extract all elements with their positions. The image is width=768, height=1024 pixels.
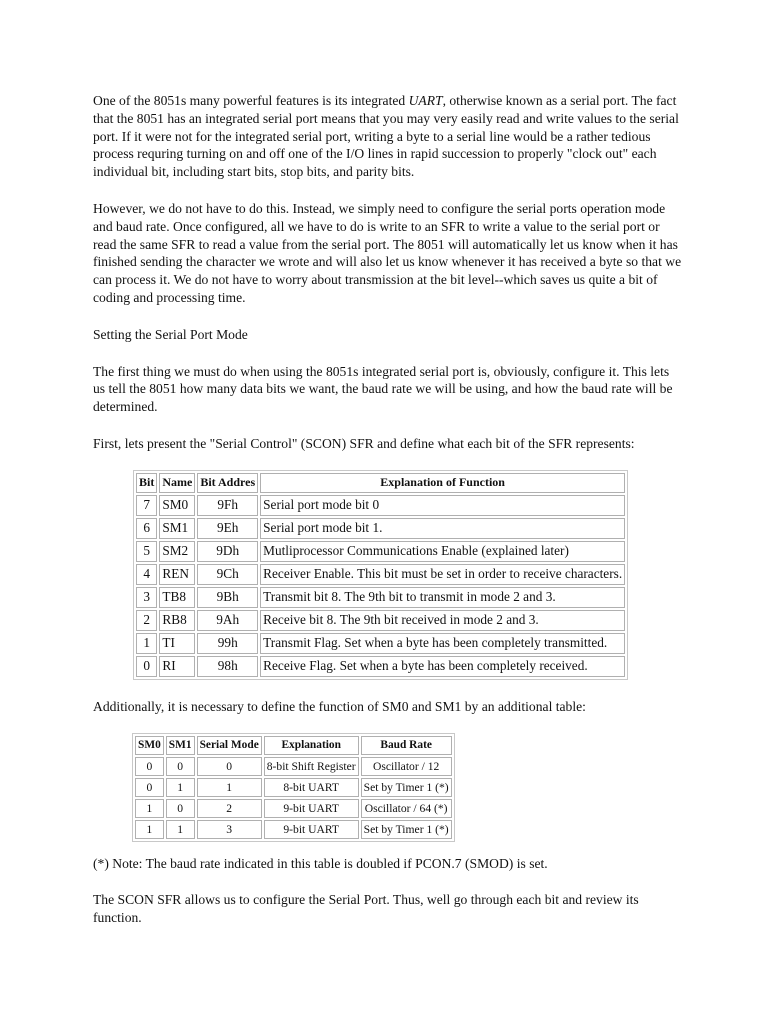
scon-cell-name: RI	[159, 656, 195, 677]
configuration-paragraph: However, we do not have to do this. Instead, we simply need to configure the serial ports operation mode and baud rate. Once configured, all we have to do is write to an SFR to write a value to the serial port or read the same SFR to read a value from the serial port. The 8051 will automatically let us know when it has finished sending the character we wrote and will also let us know whenever it has received a byte so that we can process it. We do not have to worry about transmission at the bit level--which saves us quite a bit of coding and processing time.	[93, 200, 682, 305]
mode-cell-sm0: 0	[135, 778, 164, 797]
scon-cell-bit: 7	[136, 495, 157, 516]
mode-cell-baud-rate: Oscillator / 64 (*)	[361, 799, 452, 818]
mode-header-baud-rate: Baud Rate	[361, 736, 452, 755]
mode-cell-sm1: 0	[166, 757, 195, 776]
scon-header-name: Name	[159, 473, 195, 493]
mode-header-sm0: SM0	[135, 736, 164, 755]
scon-cell-explanation: Receiver Enable. This bit must be set in order to receive characters.	[260, 564, 625, 585]
scon-cell-explanation: Receive Flag. Set when a byte has been completely received.	[260, 656, 625, 677]
scon-cell-explanation: Transmit bit 8. The 9th bit to transmit in mode 2 and 3.	[260, 587, 625, 608]
scon-table-row	[136, 587, 625, 608]
scon-cell-address: 98h	[197, 656, 258, 677]
configure-paragraph: The first thing we must do when using the 8051s integrated serial port is, obviously, configure it. This lets us tell the 8051 how many data bits we want, the baud rate we will be using, and how the baud rate will be determined.	[93, 363, 673, 415]
mode-cell-serial-mode: 1	[197, 778, 262, 797]
scon-cell-address: 9Ah	[197, 610, 258, 631]
scon-header-row	[136, 473, 625, 493]
scon-table-row	[136, 656, 625, 677]
scon-cell-address: 9Dh	[197, 541, 258, 562]
mode-cell-sm0: 1	[135, 799, 164, 818]
scon-cell-address: 99h	[197, 633, 258, 654]
mode-table-body	[135, 757, 452, 839]
mode-table-row	[135, 820, 452, 839]
scon-table-row	[136, 610, 625, 631]
scon-header-address: Bit Addres	[197, 473, 258, 493]
scon-cell-bit: 4	[136, 564, 157, 585]
mode-header-sm1: SM1	[166, 736, 195, 755]
scon-cell-name: RB8	[159, 610, 195, 631]
mode-table	[132, 733, 455, 842]
scon-cell-bit: 2	[136, 610, 157, 631]
scon-review-paragraph: The SCON SFR allows us to configure the Serial Port. Thus, well go through each bit and review its function.	[93, 892, 639, 926]
intro-paragraph	[93, 92, 683, 181]
mode-table-row	[135, 757, 452, 776]
mode-cell-serial-mode: 0	[197, 757, 262, 776]
mode-cell-sm1: 0	[166, 799, 195, 818]
scon-cell-explanation: Receive bit 8. The 9th bit received in mode 2 and 3.	[260, 610, 625, 631]
mode-cell-baud-rate: Oscillator / 12	[361, 757, 452, 776]
scon-table-row	[136, 541, 625, 562]
mode-intro-paragraph: Additionally, it is necessary to define the function of SM0 and SM1 by an additional table:	[93, 698, 586, 714]
scon-cell-bit: 3	[136, 587, 157, 608]
mode-cell-explanation: 9-bit UART	[264, 820, 359, 839]
scon-intro-paragraph: First, lets present the "Serial Control" (SCON) SFR and define what each bit of the SFR represents:	[93, 435, 635, 451]
mode-cell-sm1: 1	[166, 778, 195, 797]
section-heading: Setting the Serial Port Mode	[93, 326, 248, 342]
scon-cell-bit: 1	[136, 633, 157, 654]
intro-text-start: One of the 8051s many powerful features is its integrated	[93, 93, 409, 108]
intro-text-end: , otherwise known as a serial port. The fact that the 8051 has an integrated serial port means that you may very easily read and write values to the serial port. If it were not for the integrated serial port, writing a byte to a serial line would be a rather tedious process requring turning on and off one of the I/O lines in rapid succession to properly "clock out" each individual bit, including start bits, stop bits, and parity bits.	[93, 93, 679, 180]
document-page	[93, 92, 683, 946]
scon-cell-name: SM0	[159, 495, 195, 516]
scon-cell-address: 9Eh	[197, 518, 258, 539]
scon-table-row	[136, 495, 625, 516]
mode-cell-sm1: 1	[166, 820, 195, 839]
scon-cell-name: SM1	[159, 518, 195, 539]
mode-cell-baud-rate: Set by Timer 1 (*)	[361, 778, 452, 797]
scon-cell-address: 9Ch	[197, 564, 258, 585]
scon-cell-explanation: Mutliprocessor Communications Enable (explained later)	[260, 541, 625, 562]
mode-cell-sm0: 0	[135, 757, 164, 776]
mode-cell-baud-rate: Set by Timer 1 (*)	[361, 820, 452, 839]
scon-cell-explanation: Serial port mode bit 1.	[260, 518, 625, 539]
scon-cell-explanation: Transmit Flag. Set when a byte has been completely transmitted.	[260, 633, 625, 654]
scon-header-bit: Bit	[136, 473, 157, 493]
baud-note: (*) Note: The baud rate indicated in this table is doubled if PCON.7 (SMOD) is set.	[93, 855, 548, 871]
mode-cell-serial-mode: 2	[197, 799, 262, 818]
uart-term: UART	[408, 93, 443, 108]
mode-cell-explanation: 8-bit Shift Register	[264, 757, 359, 776]
scon-cell-address: 9Bh	[197, 587, 258, 608]
mode-cell-explanation: 9-bit UART	[264, 799, 359, 818]
mode-header-explanation: Explanation	[264, 736, 359, 755]
mode-header-row	[135, 736, 452, 755]
scon-table-body	[136, 495, 625, 677]
scon-cell-name: TI	[159, 633, 195, 654]
mode-cell-sm0: 1	[135, 820, 164, 839]
scon-table-row	[136, 518, 625, 539]
scon-cell-address: 9Fh	[197, 495, 258, 516]
scon-cell-name: REN	[159, 564, 195, 585]
scon-cell-name: SM2	[159, 541, 195, 562]
scon-cell-bit: 5	[136, 541, 157, 562]
scon-cell-bit: 6	[136, 518, 157, 539]
scon-table-row	[136, 564, 625, 585]
scon-cell-name: TB8	[159, 587, 195, 608]
mode-header-serial-mode: Serial Mode	[197, 736, 262, 755]
scon-cell-bit: 0	[136, 656, 157, 677]
mode-table-row	[135, 778, 452, 797]
scon-header-explanation: Explanation of Function	[260, 473, 625, 493]
mode-cell-explanation: 8-bit UART	[264, 778, 359, 797]
mode-table-row	[135, 799, 452, 818]
scon-table	[133, 470, 628, 680]
scon-cell-explanation: Serial port mode bit 0	[260, 495, 625, 516]
scon-table-row	[136, 633, 625, 654]
mode-cell-serial-mode: 3	[197, 820, 262, 839]
